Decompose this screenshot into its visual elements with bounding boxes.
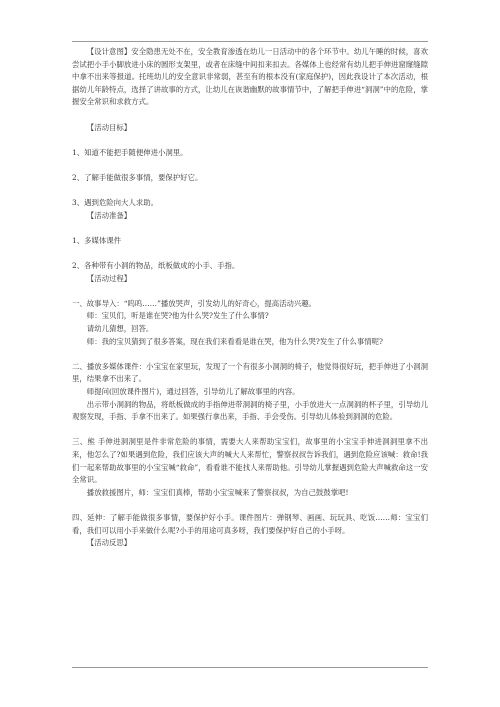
step1-line: 请幼儿猜想，回答。 [86,324,154,334]
prep-heading: 【活动准备】 [86,210,132,220]
step4-title: 四、延伸：了解手能做很多事情，要保护好小手。课件图片：弹钢琴、画画、玩玩具、吃饭……师：宝宝们看，我们可以用小手来做什么呢?小手的用途可真多呀，我们要保护好自己的小手呀。 [72,512,428,535]
step1-title: 一、故事导入：“呜呜……”播放哭声，引发幼儿的好奇心，提高活动兴趣。 [72,298,317,308]
process-heading: 【活动过程】 [86,273,132,283]
design-intent-paragraph: 【设计意图】安全隐患无处不在，安全教育渗透在幼儿一日活动中的各个环节中。幼儿午睡的时候，喜欢尝试把小手小脚放进小床的圆形支架里，或者在床缝中间扣来扣去。各媒体上也经常有幼儿把手伸进窟窿缝隙中拿不出来等报道。托班幼儿的安全意识非常弱，甚至有的根本没有(家庭保护)，因此我设计了本次活动，根据幼儿年龄特点，选择了讲故事的方式，让幼儿在诙谐幽默的故事情节中，了解把手伸进“洞洞”中的危险，掌握安全常识和求救方式。 [72,47,428,107]
step1-line: 师：我的宝贝猜到了很多答案，现在我们来看看是谁在哭，他为什么哭?发生了什么事情呢? [86,336,383,346]
bottom-rule [72,667,428,668]
goal-item-1: 1、知道不能把手随便伸进小洞里。 [72,147,188,157]
reflection-heading: 【活动反思】 [86,538,132,548]
top-rule [72,41,428,42]
step1-line: 师：宝贝们，听是谁在哭?他为什么哭?发生了什么事情? [86,311,269,321]
step3-title: 三、熊 手伸进洞洞里是件非常危险的事情，需要大人来帮助宝宝们，故事里的小宝宝手伸进洞洞里拿不出来，他怎么了?如果遇到危险，我们应该大声的喊大人来帮忙，警察叔叔告诉我们，遇到危险应该喊：救命!我们一起来帮助故事里的小宝宝喊“救命”，看看谁不能找人来帮助他。引导幼儿掌握遇到危险大声喊救命这一安全常识。 [72,437,428,485]
step2-title: 二、播放多媒体课件：小宝宝在家里玩，发现了一个有很多小洞洞的椅子，他觉得很好玩，把手伸进了小洞洞里，结果拿不出来了。 [72,361,428,384]
step2-line: 出示带小洞洞的物品，将纸板做成的手指伸进带洞洞的椅子里，小手放进大一点洞洞的杯子里，引导幼儿观察发现，手指、手拿不出来了。如果强行拿出来，手指、手会受伤。引导幼儿体验到洞洞的危险。 [72,399,428,422]
prep-item-2: 2、各种带有小洞的物品，纸板做成的小手、手指。 [72,261,240,271]
goal-item-3: 3、遇到危险向大人求助。 [72,198,159,208]
prep-item-1: 1、多媒体课件 [72,235,122,245]
step3-line: 播放救援图片，师：宝宝们真棒，帮助小宝宝喊来了警察叔叔，为自己鼓鼓掌吧! [86,487,349,497]
document-body [72,46,428,550]
goals-heading: 【活动目标】 [86,122,132,132]
step2-line: 师提问(回放课件图片)，通过回答，引导幼儿了解故事里的内容。 [86,387,300,397]
goal-item-2: 2、了解手能做很多事情，要保护好它。 [72,172,203,182]
